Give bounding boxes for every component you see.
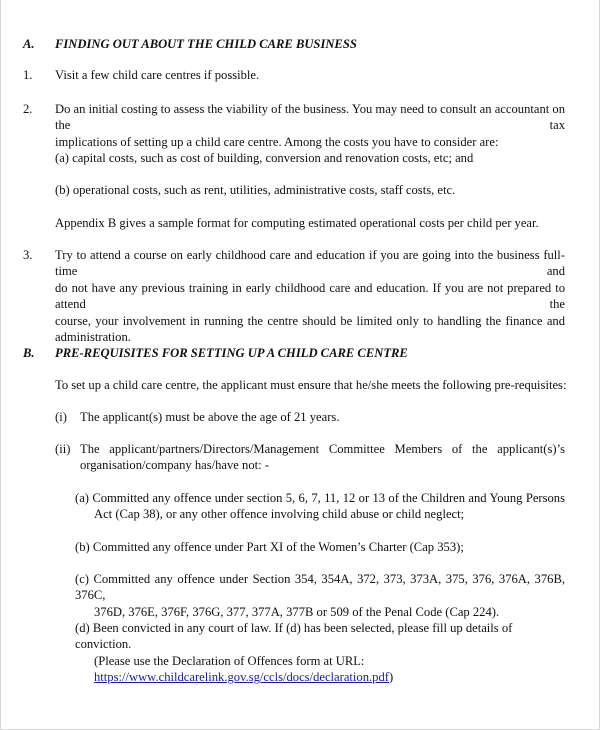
item-3-line-3: course, your involvement in running the centre should be limited only to handling the finance and (55, 313, 565, 328)
item-3-number: 3. (23, 248, 33, 262)
section-a-title: FINDING OUT ABOUT THE CHILD CARE BUSINESS (55, 37, 357, 51)
item-2-paragraph (55, 101, 565, 150)
offence-d-line-3 (75, 669, 565, 685)
item-1-text: Visit a few child care centres if possible. (55, 68, 260, 82)
section-b-intro: To set up a child care centre, the applicant must ensure that he/she meets the following pre-requisites: (55, 378, 567, 392)
item-3-paragraph (55, 247, 565, 345)
offence-d (75, 620, 565, 686)
item-2-number: 2. (23, 102, 33, 116)
item-2-sub-a: (a) capital costs, such as cost of building, conversion and renovation costs, etc; and (55, 151, 474, 165)
requirement-1-text: The applicant(s) must be above the age of 21 years. (80, 410, 340, 424)
requirement-2-line-1: The applicant/partners/Directors/Management Committee Members of the applicant(s)’s (80, 442, 565, 456)
item-3-line-1: Try to attend a course on early childhood care and education if you are going into the business full-time and (55, 248, 565, 279)
item-2-sub-b: (b) operational costs, such as rent, utilities, administrative costs, staff costs, etc. (55, 183, 456, 197)
closing-parenthesis: ) (388, 670, 394, 685)
section-b-title: PRE-REQUISITES FOR SETTING UP A CHILD CARE CENTRE (55, 346, 408, 360)
item-1-number: 1. (23, 68, 33, 82)
requirement-1-number: (i) (55, 410, 67, 424)
item-3-line-2: do not have any previous training in early childhood care and education. If you are not prepared to attend the (55, 280, 565, 312)
offence-a (75, 490, 565, 523)
offence-b: (b) Committed any offence under Part XI of the Women’s Charter (Cap 353); (75, 540, 464, 554)
offence-a-line-1: (a) Committed any offence under section 5, 6, 7, 11, 12 or 13 of the Children and Young Persons (75, 491, 565, 505)
offence-c-line-2: 376D, 376E, 376F, 376G, 377, 377A, 377B or 509 of the Penal Code (Cap 224). (94, 604, 500, 619)
offence-c (75, 571, 565, 620)
offence-a-line-2: Act (Cap 38), or any other offence involving child abuse or child neglect; (94, 507, 465, 522)
offence-d-line-1: (d) Been convicted in any court of law. If (d) has been selected, please fill up details of conviction. (75, 621, 513, 652)
requirement-2-paragraph (80, 441, 565, 474)
offence-d-line-2: (Please use the Declaration of Offences form at URL: (94, 653, 365, 668)
item-2-appendix-note: Appendix B gives a sample format for computing estimated operational costs per child per year. (55, 216, 539, 230)
item-2-line-2: implications of setting up a child care centre. Among the costs you have to consider are: (55, 134, 499, 149)
requirement-2-number: (ii) (55, 442, 71, 456)
item-2-line-1: Do an initial costing to assess the viability of the business. You may need to consult an accountant on the tax (55, 102, 565, 133)
declaration-form-link[interactable]: https://www.childcarelink.gov.sg/ccls/docs/declaration.pdf (94, 670, 389, 685)
offence-c-line-1: (c) Committed any offence under Section 354, 354A, 372, 373, 373A, 375, 376, 376A, 376B, 376C, (75, 572, 565, 603)
item-3-line-4: administration. (55, 330, 131, 345)
section-b-marker: B. (23, 346, 35, 360)
section-a-marker: A. (23, 37, 35, 51)
requirement-2-line-2: organisation/company has/have not: - (80, 458, 269, 473)
